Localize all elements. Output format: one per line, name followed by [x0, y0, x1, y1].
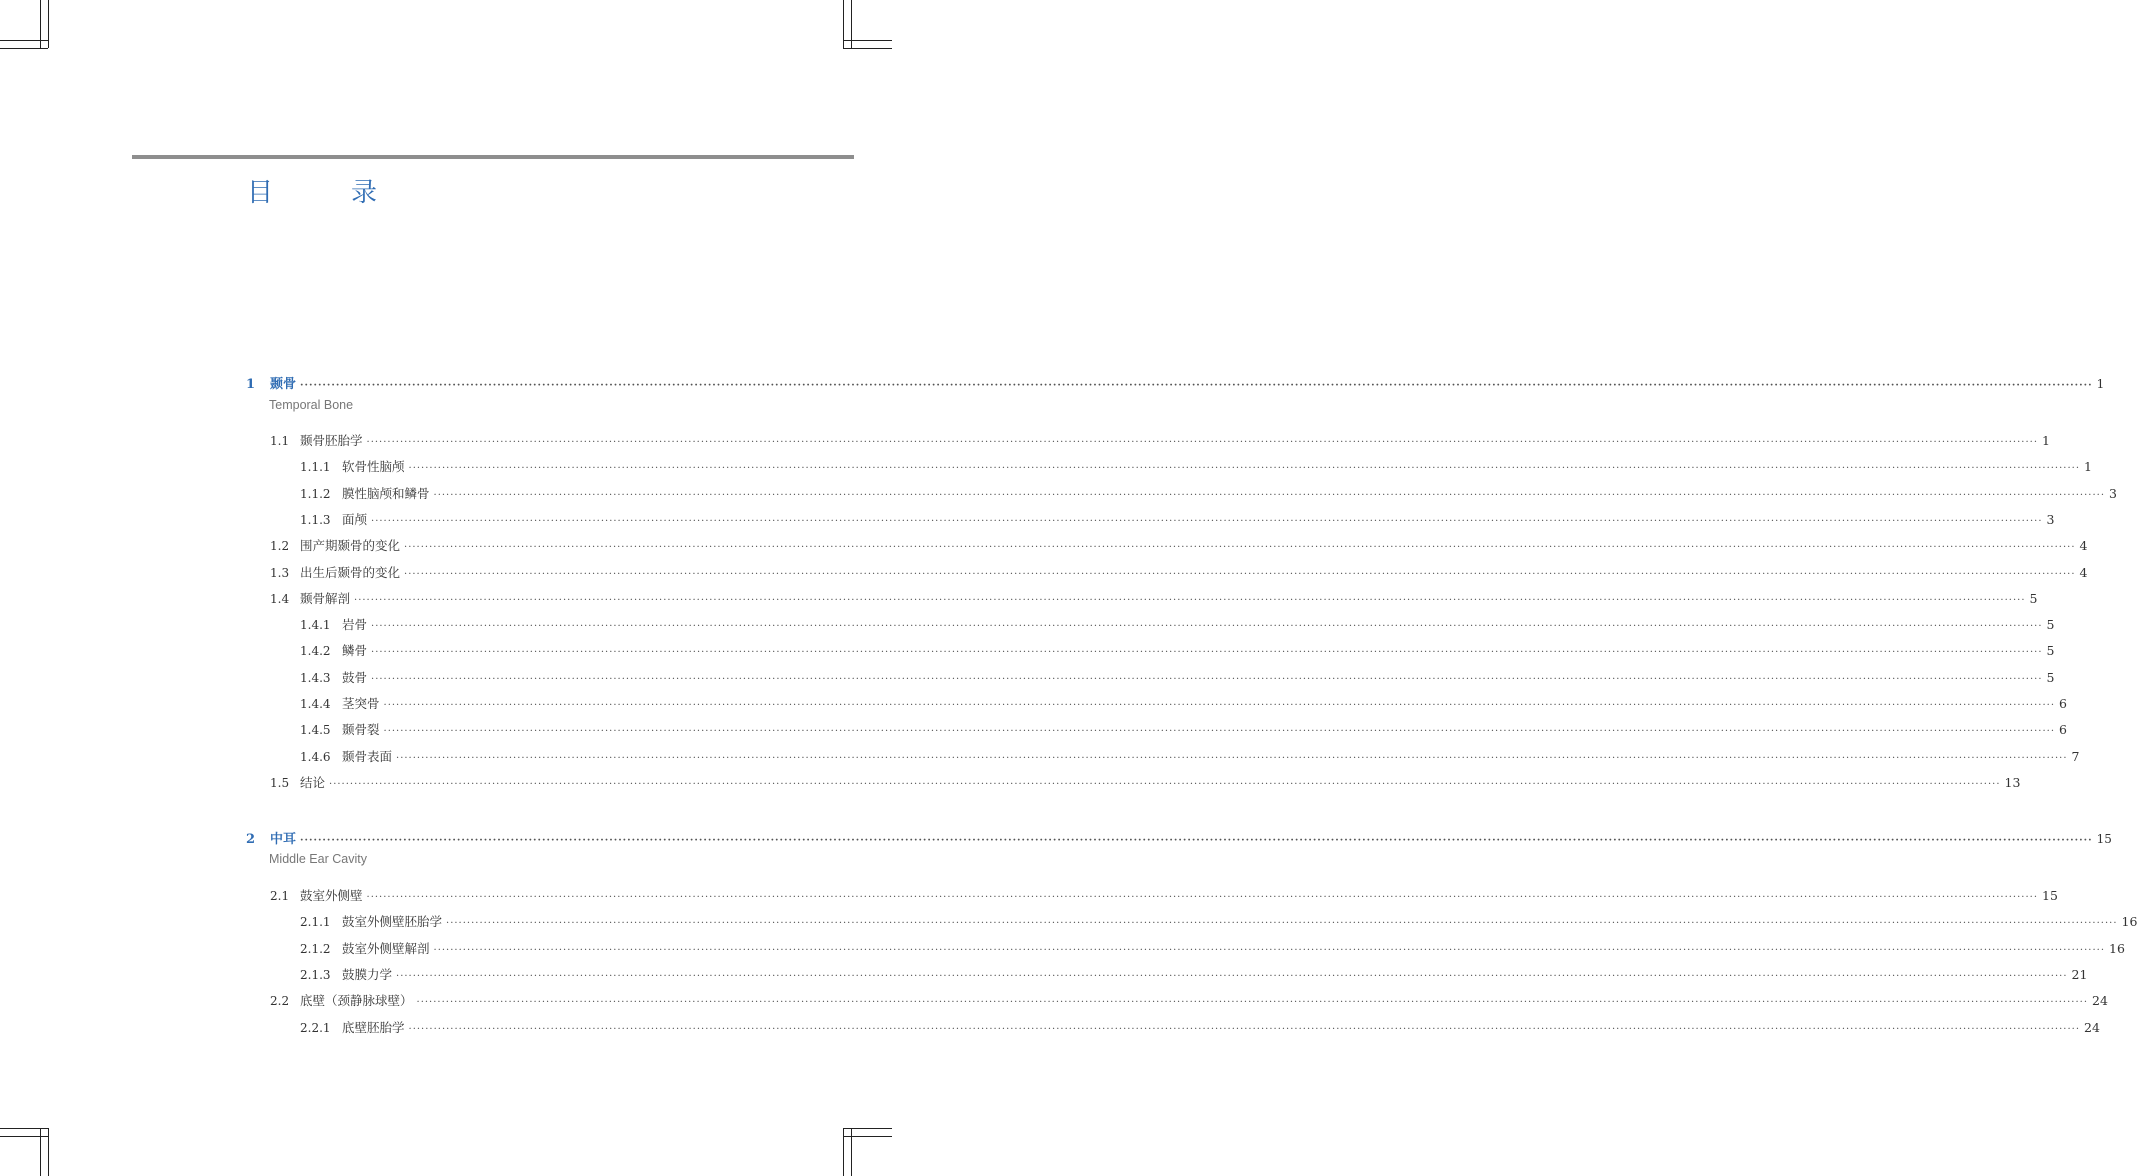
- entry-title: 颞骨解剖: [300, 590, 351, 606]
- leader-dots: ················································································································································································································································································································································································································: [300, 380, 2093, 391]
- entry-title: 出生后颞骨的变化: [300, 564, 401, 580]
- page-number: 1: [2096, 377, 2105, 391]
- entry-title: 底壁胚胎学: [342, 1019, 405, 1035]
- page-number: 5: [2029, 590, 2038, 606]
- leader-dots: ················································································································································································································································································································································································································: [408, 1023, 2080, 1035]
- page-number: 13: [2004, 774, 2021, 790]
- entry-number: 2.1.1: [300, 915, 331, 930]
- entry-title: 颞骨表面: [342, 748, 393, 764]
- entry-number: 1.1.2: [300, 486, 331, 501]
- leader-dots: ················································································································································································································································································································································································································: [371, 515, 2043, 527]
- page-number: 7: [2071, 748, 2080, 764]
- leader-dots: ················································································································································································································································································································································································································: [383, 700, 2055, 711]
- entry-title: 颞骨裂: [342, 722, 380, 738]
- page-number: 24: [2084, 1019, 2100, 1035]
- leader-dots: ················································································································································································································································································································································································································: [446, 918, 2118, 930]
- subsection-entry[interactable]: [300, 912, 2137, 930]
- entry-number: 1.5: [270, 775, 290, 790]
- entry-number: 1.4.1: [300, 618, 331, 633]
- page-number: 3: [2109, 485, 2117, 501]
- entry-number: 1.4.2: [300, 644, 331, 659]
- page-number: 24: [2092, 993, 2108, 1009]
- entry-number: 1.4: [270, 591, 290, 606]
- entry-title: 面颅: [342, 511, 368, 527]
- page-number: 1: [2084, 459, 2092, 475]
- chapter-english-title: Middle Ear Cavity: [269, 852, 367, 866]
- subsection-entry[interactable]: [300, 965, 2088, 983]
- entry-title: 鼓室外侧壁胚胎学: [342, 914, 443, 930]
- entry-number: 1.1.1: [300, 460, 331, 475]
- chapter-english-title: Temporal Bone: [269, 398, 354, 412]
- leader-dots: ················································································································································································································································································································································································································: [404, 542, 2076, 554]
- leader-dots: ················································································································································································································································································································································································································: [396, 752, 2068, 764]
- entry-number: 1.4.4: [300, 697, 331, 711]
- entry-title: 围产期颞骨的变化: [300, 538, 401, 554]
- page-number: 15: [2042, 888, 2058, 903]
- chapter-entry[interactable]: [246, 828, 2112, 847]
- page-number: 5: [2046, 617, 2055, 633]
- page-number: 16: [2109, 940, 2125, 956]
- entry-title: 鼓骨: [342, 669, 368, 685]
- entry-number: 2.1.3: [300, 967, 331, 982]
- subsection-entry[interactable]: [300, 484, 2117, 502]
- page-number: 5: [2046, 669, 2055, 685]
- section-entry[interactable]: [270, 536, 2088, 554]
- entry-number: 2.1.2: [300, 941, 331, 956]
- section-entry[interactable]: [270, 563, 2088, 581]
- page-title: 目 录: [247, 178, 404, 208]
- section-entry[interactable]: [270, 886, 2058, 904]
- page-number: 1: [2042, 433, 2050, 448]
- page-number: 21: [2071, 966, 2088, 982]
- leader-dots: ················································································································································································································································································································································································································: [433, 489, 2105, 501]
- entry-number: 1.4.6: [300, 749, 331, 764]
- entry-number: 2: [246, 832, 256, 847]
- entry-number: 1.2: [270, 539, 290, 554]
- subsection-entry[interactable]: [300, 510, 2055, 528]
- subsection-entry[interactable]: [300, 457, 2092, 475]
- leader-dots: ················································································································································································································································································································································································································: [366, 892, 2038, 903]
- page-number: 5: [2046, 643, 2055, 659]
- subsection-entry[interactable]: [300, 694, 2067, 712]
- leader-dots: ················································································································································································································································································································································································································: [404, 568, 2076, 580]
- page-number: 3: [2046, 511, 2055, 527]
- entry-number: 2.2: [270, 994, 290, 1009]
- page-number: 4: [2079, 564, 2088, 580]
- entry-title: 鼓膜力学: [342, 966, 393, 982]
- entry-number: 1.4.3: [300, 670, 331, 685]
- page-number: 15: [2096, 832, 2112, 846]
- leader-dots: ················································································································································································································································································································································································································: [371, 673, 2043, 685]
- section-entry[interactable]: [270, 773, 2021, 791]
- entry-number: 1.4.5: [300, 723, 331, 738]
- section-entry[interactable]: [270, 431, 2050, 449]
- page-number: 16: [2121, 914, 2137, 930]
- entry-number: 1.1: [270, 434, 290, 448]
- entry-title: 中耳: [270, 832, 297, 847]
- entry-title: 鳞骨: [342, 643, 368, 659]
- section-entry[interactable]: [270, 991, 2108, 1009]
- subsection-entry[interactable]: [300, 668, 2055, 686]
- page-number: 6: [2059, 696, 2067, 711]
- entry-number: 1: [246, 377, 256, 392]
- entry-title: 膜性脑颅和鳞骨: [342, 485, 430, 501]
- page-number: 6: [2059, 722, 2067, 738]
- entry-title: 岩骨: [342, 617, 368, 633]
- leader-dots: ················································································································································································································································································································································································································: [366, 437, 2038, 448]
- subsection-entry[interactable]: [300, 720, 2067, 738]
- subsection-entry[interactable]: [300, 939, 2125, 957]
- section-entry[interactable]: [270, 589, 2038, 607]
- leader-dots: ················································································································································································································································································································································································································: [416, 997, 2088, 1009]
- leader-dots: ················································································································································································································································································································································································································: [383, 726, 2055, 738]
- entry-number: 2.1: [270, 889, 290, 903]
- subsection-entry[interactable]: [300, 1018, 2100, 1036]
- entry-number: 1.1.3: [300, 512, 331, 527]
- entry-title: 结论: [300, 774, 326, 790]
- leader-dots: ················································································································································································································································································································································································································: [354, 594, 2026, 606]
- entry-title: 颞骨胚胎学: [300, 433, 363, 448]
- leader-dots: ················································································································································································································································································································································································································: [300, 835, 2093, 846]
- page-number: 4: [2079, 538, 2088, 554]
- subsection-entry[interactable]: [300, 747, 2080, 765]
- leader-dots: ················································································································································································································································································································································································································: [329, 778, 2001, 790]
- subsection-entry[interactable]: [300, 615, 2055, 633]
- leader-dots: ················································································································································································································································································································································································································: [433, 944, 2105, 956]
- entry-title: 颞骨: [270, 377, 297, 392]
- entry-title: 底壁（颈静脉球壁）: [300, 993, 413, 1009]
- entry-number: 2.2.1: [300, 1020, 331, 1035]
- leader-dots: ················································································································································································································································································································································································································: [396, 970, 2068, 982]
- leader-dots: ················································································································································································································································································································································································································: [408, 463, 2080, 475]
- entry-number: 1.3: [270, 565, 290, 580]
- entry-title: 鼓室外侧壁解剖: [342, 940, 430, 956]
- entry-title: 鼓室外侧壁: [300, 888, 363, 903]
- subsection-entry[interactable]: [300, 641, 2055, 659]
- leader-dots: ················································································································································································································································································································································································································: [371, 621, 2043, 633]
- entry-title: 软骨性脑颅: [342, 459, 405, 475]
- entry-title: 茎突骨: [342, 696, 380, 711]
- chapter-entry[interactable]: [246, 373, 2105, 392]
- leader-dots: ················································································································································································································································································································································································································: [371, 647, 2043, 659]
